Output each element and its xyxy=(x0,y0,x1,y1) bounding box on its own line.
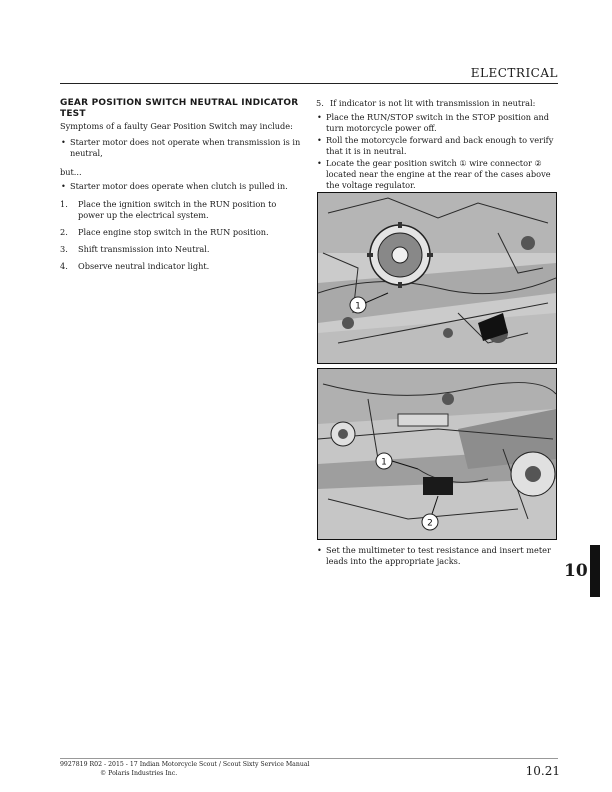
substep-list xyxy=(316,112,560,191)
footer-manual-title: 9927819 R02 - 2015 - 17 Indian Motorcycle Scout / Scout Sixty Service Manual xyxy=(60,761,310,768)
substep-item: • Locate the gear position switch ① wire connector ② located near the engine at the rear of the cases above the voltage regulator. xyxy=(316,158,560,191)
substep-item: • Place the RUN/STOP switch in the STOP position and turn motorcycle power off. xyxy=(316,112,560,134)
page-number: 10.21 xyxy=(525,764,560,778)
callout-1: 1 xyxy=(355,301,361,312)
step-text: Place engine stop switch in the RUN position. xyxy=(78,227,269,237)
footer-rule xyxy=(60,758,558,759)
chapter-tab xyxy=(590,545,600,597)
left-column xyxy=(60,98,303,278)
step-number: 4. xyxy=(60,261,68,271)
symptom-list-1 xyxy=(60,137,303,159)
step-number: 3. xyxy=(60,244,68,254)
engine-gear-illustration xyxy=(318,193,556,363)
callout-1: 1 xyxy=(381,457,387,468)
symptom-item: • Starter motor does not operate when transmission is in neutral, xyxy=(60,137,303,159)
header-rule xyxy=(60,83,558,84)
callout-2: 2 xyxy=(427,518,433,529)
step-text: Observe neutral indicator light. xyxy=(78,261,210,271)
step-number: 1. xyxy=(60,199,68,209)
step-number: 2. xyxy=(60,227,68,237)
engine-photo-top xyxy=(317,192,557,364)
connector-illustration xyxy=(318,369,556,539)
step-text: Place the ignition switch in the RUN position to power up the electrical system. xyxy=(78,199,277,220)
substep-item: • Set the multimeter to test resistance and insert meter leads into the appropriate jacks. xyxy=(316,545,556,567)
symptom-item: • Starter motor does operate when clutch is pulled in. xyxy=(60,181,303,192)
step-item xyxy=(316,98,560,109)
section-title: ELECTRICAL xyxy=(470,66,558,80)
procedure-title: GEAR POSITION SWITCH NEUTRAL INDICATOR TEST xyxy=(60,98,299,119)
step-list xyxy=(60,199,303,272)
multimeter-note xyxy=(316,545,556,568)
substep-item: • Roll the motorcycle forward and back enough to verify that it is in neutral. xyxy=(316,135,560,157)
right-column xyxy=(316,98,560,192)
chapter-number: 10 xyxy=(564,561,588,581)
step-item xyxy=(60,261,303,272)
step-item xyxy=(60,227,303,238)
step-item xyxy=(60,244,303,255)
intro-text: Symptoms of a faulty Gear Position Switch may include: xyxy=(60,121,293,131)
step-item xyxy=(60,199,303,221)
but-text: but... xyxy=(60,167,82,177)
engine-photo-bottom xyxy=(317,368,557,540)
step-text: Shift transmission into Neutral. xyxy=(78,244,210,254)
footer-copyright: © Polaris Industries Inc. xyxy=(100,770,178,777)
step-number: 5. xyxy=(316,98,324,108)
step-text: If indicator is not lit with transmission in neutral: xyxy=(330,98,536,108)
symptom-list-2 xyxy=(60,181,303,192)
